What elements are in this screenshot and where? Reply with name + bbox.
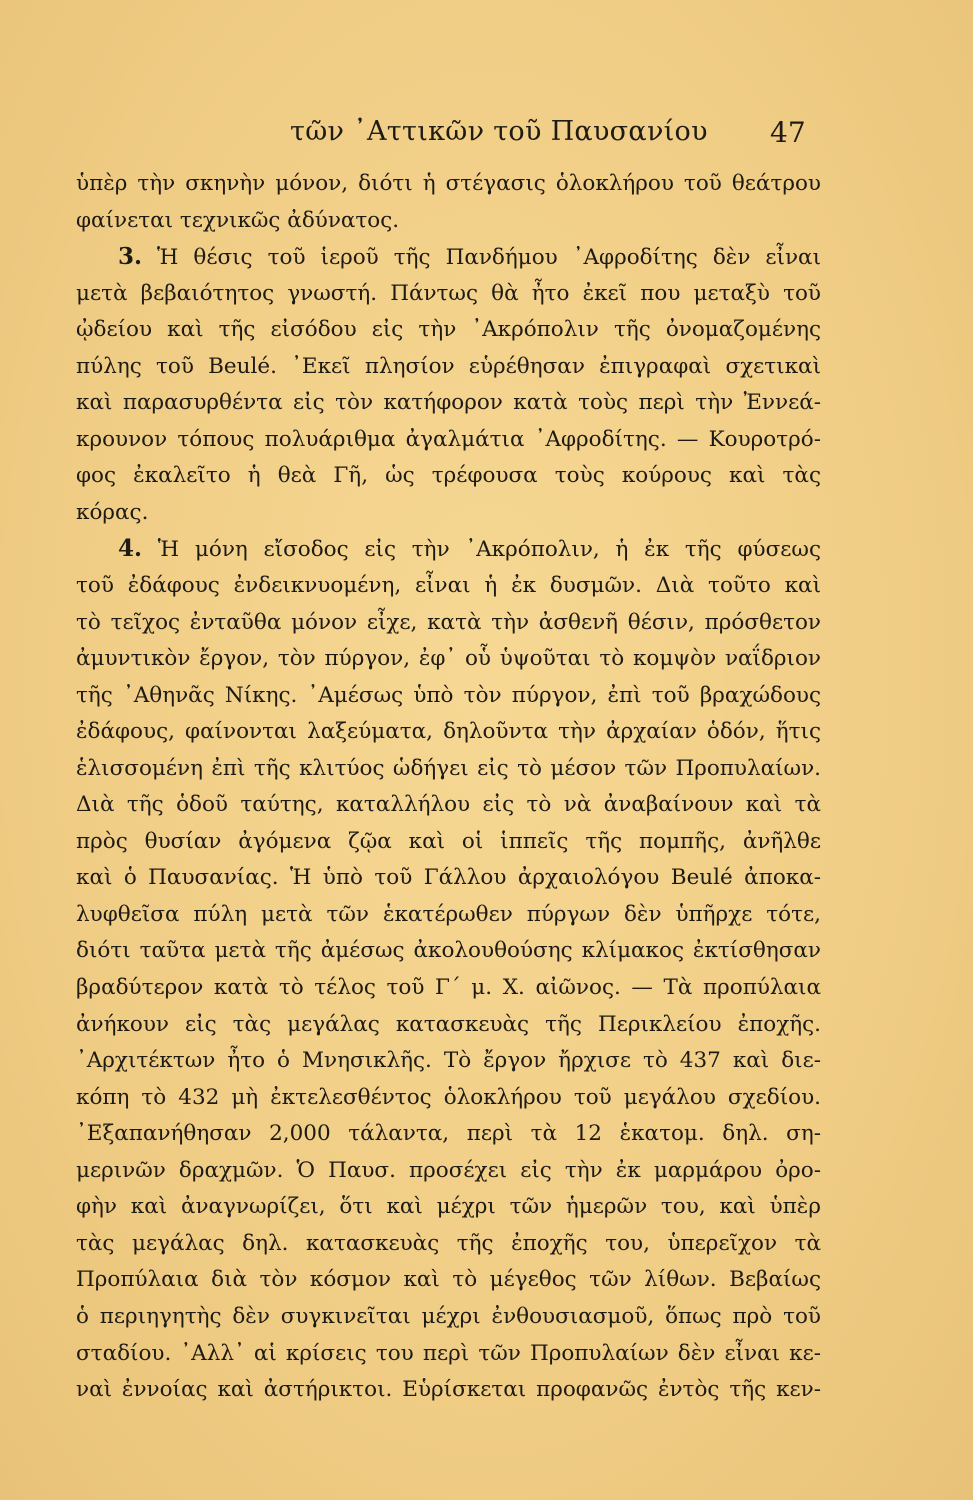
text-line: ἀνήκουν εἰς τὰς μεγάλας κατασκευὰς τῆς Περικλείου ἐποχῆς. — [76, 1011, 821, 1037]
text-line: φος ἐκαλεῖτο ἡ θεὰ Γῆ, ὡς τρέφουσα τοὺς κούρους καὶ τὰς — [76, 463, 821, 489]
text-line: ᾿Αρχιτέκτων ἦτο ὁ Μνησικλῆς. Τὸ ἔργον ἤρχισε τὸ 437 καὶ διε- — [76, 1048, 821, 1074]
body-text — [76, 166, 821, 1409]
text-line: ὁ περιηγητὴς δὲν συγκινεῖται μέχρι ἐνθουσιασμοῦ, ὅπως πρὸ τοῦ — [76, 1303, 821, 1329]
text-line: ἑλισσομένη ἐπὶ τῆς κλιτύος ὡδήγει εἰς τὸ μέσον τῶν Προπυλαίων. — [76, 755, 821, 781]
text-line: καὶ ὁ Παυσανίας. Ἡ ὑπὸ τοῦ Γάλλου ἀρχαιολόγου Beulé ἀποκα- — [76, 865, 821, 891]
text-line: καὶ παρασυρθέντα εἰς τὸν κατήφορον κατὰ τοὺς περὶ τὴν Ἐννεά- — [76, 390, 821, 416]
text-line: ναὶ ἐννοίας καὶ ἀστήρικτοι. Εὑρίσκεται προφανῶς ἐντὸς τῆς κεν- — [76, 1377, 821, 1403]
text-line: ἐδάφους, φαίνονται λαξεύματα, δηλοῦντα τὴν ἀρχαίαν ὁδόν, ἥτις — [76, 719, 821, 745]
text-line: κόπη τὸ 432 μὴ ἐκτελεσθέντος ὁλοκλήρου τοῦ μεγάλου σχεδίου. — [76, 1084, 821, 1110]
text-line: φαίνεται τεχνικῶς ἀδύνατος. — [76, 207, 400, 233]
text-line: πρὸς θυσίαν ἀγόμενα ζῷα καὶ οἱ ἱππεῖς τῆς πομπῆς, ἀνῆλθε — [76, 828, 821, 854]
text-line: κρουνον τόπους πολυάριθμα ἀγαλμάτια ᾿Αφροδίτης. — Κουροτρό- — [76, 426, 821, 452]
text-line: τῆς ᾿Αθηνᾶς Νίκης. ᾿Αμέσως ὑπὸ τὸν πύργον, ἐπὶ τοῦ βραχώδους — [76, 682, 821, 708]
text-line: ἀμυντικὸν ἔργον, τὸν πύργον, ἐφ᾿ οὗ ὑψοῦται τὸ κομψὸν ναΐδριον — [76, 646, 821, 672]
text-line: τοῦ ἐδάφους ἐνδεικνυομένη, εἶναι ἡ ἐκ δυσμῶν. Διὰ τοῦτο καὶ — [76, 573, 821, 599]
text-line: φὴν καὶ ἀναγνωρίζει, ὅτι καὶ μέχρι τῶν ἡμερῶν του, καὶ ὑπὲρ — [76, 1194, 821, 1220]
text-line: διότι ταῦτα μετὰ τῆς ἀμέσως ἀκολουθούσης κλίμακος ἐκτίσθησαν — [76, 938, 821, 964]
text-line: τὰς μεγάλας δηλ. κατασκευὰς τῆς ἐποχῆς του, ὑπερεῖχον τὰ — [76, 1230, 821, 1256]
paragraph-3-first-line — [76, 239, 821, 276]
text-line: κόρας. — [76, 499, 149, 525]
text-line: ὑπὲρ τὴν σκηνὴν μόνον, διότι ἡ στέγασις ὁλοκλήρου τοῦ θεάτρου — [76, 171, 821, 196]
text-line: Διὰ τῆς ὁδοῦ ταύτης, καταλλήλου εἰς τὸ νὰ ἀναβαίνουν καὶ τὰ — [76, 792, 821, 818]
text-line: πύλης τοῦ Beulé. ᾿Εκεῖ πλησίον εὑρέθησαν ἐπιγραφαὶ σχετικαὶ — [76, 353, 821, 379]
text-line: μερινῶν δραχμῶν. Ὁ Παυσ. προσέχει εἰς τὴν ἐκ μαρμάρου ὀρο- — [76, 1157, 821, 1183]
text-line: Προπύλαια διὰ τὸν κόσμον καὶ τὸ μέγεθος τῶν λίθων. Βεβαίως — [76, 1267, 821, 1293]
text-line: σταδίου. ᾿Αλλ᾿ αἱ κρίσεις του περὶ τῶν Προπυλαίων δὲν εἶναι κε- — [76, 1340, 821, 1366]
page-number: 47 — [770, 116, 806, 149]
text-line: λυφθεῖσα πύλη μετὰ τῶν ἑκατέρωθεν πύργων δὲν ὑπῆρχε τότε, — [76, 901, 821, 927]
text-line: μετὰ βεβαιότητος γνωστή. Πάντως θὰ ἦτο ἐκεῖ που μεταξὺ τοῦ — [76, 280, 821, 306]
page-header — [0, 116, 973, 160]
paragraph-number: 3. — [118, 243, 143, 271]
paragraph-4-first-line — [76, 531, 821, 568]
text-line: ᾿Εξαπανήθησαν 2,000 τάλαντα, περὶ τὰ 12 ἑκατομ. δηλ. ση- — [76, 1121, 821, 1147]
text-line: τὸ τεῖχος ἐνταῦθα μόνον εἶχε, κατὰ τὴν ἀσθενῆ θέσιν, πρόσθετον — [76, 609, 821, 635]
text-line: Ἡ θέσις τοῦ ἱεροῦ τῆς Πανδήμου ᾿Αφροδίτης δὲν εἶναι — [157, 245, 821, 271]
text-line: Ἡ μόνη εἴσοδος εἰς τὴν ᾿Ακρόπολιν, ἡ ἐκ τῆς φύσεως — [157, 537, 821, 563]
text-line: βραδύτερον κατὰ τὸ τέλος τοῦ Γ´ μ. Χ. αἰῶνος. — Τὰ προπύλαια — [76, 975, 821, 1001]
paragraph-number: 4. — [118, 535, 143, 563]
running-title: τῶν ᾿Αττικῶν τοῦ Παυσανίου — [290, 116, 708, 147]
text-line: ᾠδείου καὶ τῆς εἰσόδου εἰς τὴν ᾿Ακρόπολιν τῆς ὀνομαζομένης — [76, 317, 821, 343]
